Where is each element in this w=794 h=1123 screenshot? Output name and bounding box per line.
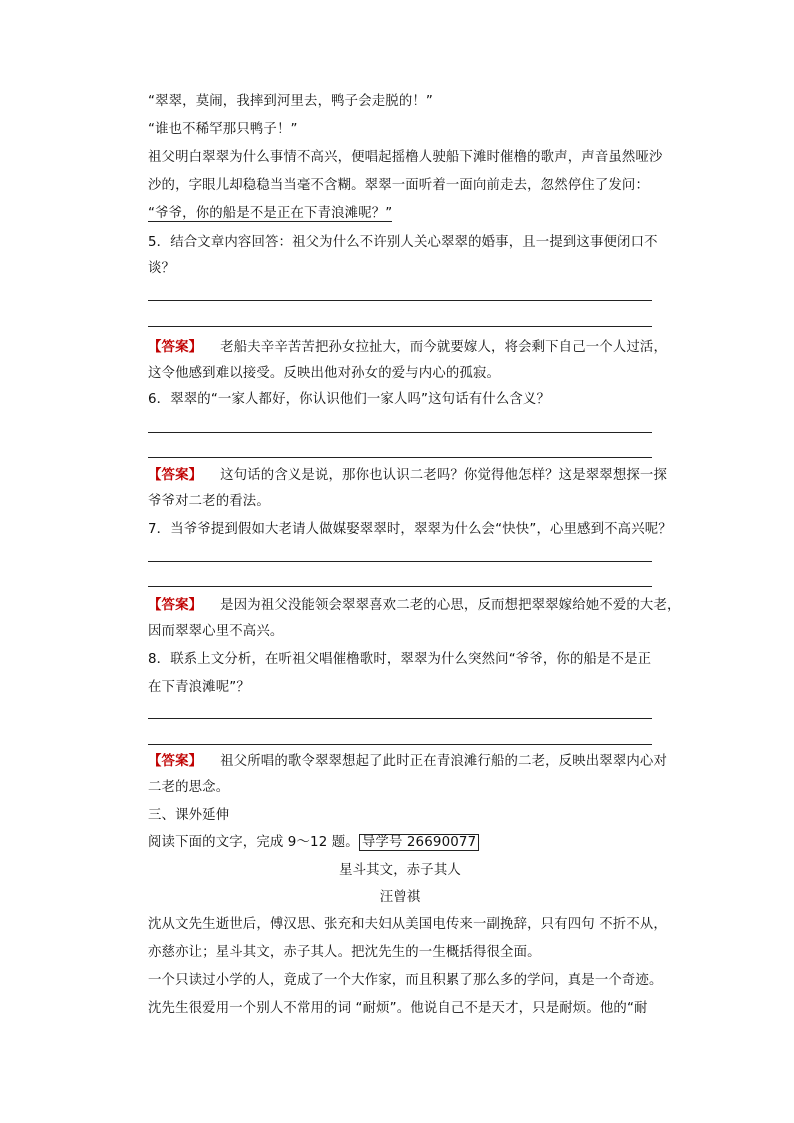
answer-rule xyxy=(148,561,652,562)
answer-rule xyxy=(148,744,652,745)
dialogue-line: “谁也不稀罕那只鸭子！” xyxy=(148,122,298,137)
dialogue-line xyxy=(148,204,652,224)
question-8-cont: 在下青浪滩呢”？ xyxy=(148,680,250,695)
answer-tag: 【答案】 xyxy=(148,598,203,613)
paragraph-line: 亦慈亦让；星斗其文，赤子其人。把沈先生的一生概括得很全面。 xyxy=(148,945,541,960)
paragraph-line: 沈从文先生逝世后，傅汉思、张充和夫妇从美国电传来一副挽辞，只有四句 不折不从， xyxy=(148,917,667,932)
answer-tag: 【答案】 xyxy=(148,754,203,769)
answer-rule xyxy=(148,586,652,587)
answer-rule xyxy=(148,326,652,327)
answer-6-cont: 爷爷对二老的看法。 xyxy=(148,494,270,509)
paragraph-line: 一个只读过小学的人，竟成了一个大作家，而且积累了那么多的学问，真是一个奇迹。 xyxy=(148,973,663,988)
dialogue-line: “翠翠，莫闹，我摔到河里去，鸭子会走脱的！” xyxy=(148,94,433,109)
answer-rule xyxy=(148,300,652,301)
reading-intro: 阅读下面的文字，完成 9～12 题。 导学号 26690077 xyxy=(148,833,652,853)
question-8: 8．联系上文分析，在听祖父唱催橹歌时，翠翠为什么突然问“爷爷，你的船是不是正 xyxy=(148,652,652,667)
answer-7-cont: 因而翠翠心里不高兴。 xyxy=(148,624,284,639)
question-5: 5．结合文章内容回答：祖父为什么不许别人关心翠翠的婚事，且一提到这事便闭口不 xyxy=(148,235,658,250)
question-5-cont: 谈？ xyxy=(148,261,176,276)
answer-6: 【答案】 这句话的含义是说，那你也认识二老吗？你觉得他怎样？这是翠翠想探一探 xyxy=(148,468,668,483)
answer-tag: 【答案】 xyxy=(148,340,203,355)
question-6: 6．翠翠的“一家人都好，你认识他们一家人吗”这句话有什么含义？ xyxy=(148,392,550,407)
question-7: 7．当爷爷提到假如大老请人做媒娶翠翠时，翠翠为什么会“快快”，心里感到不高兴呢？ xyxy=(148,522,672,537)
paragraph-line: 沙的，字眼儿却稳稳当当毫不含糊。翠翠一面听着一面向前走去，忽然停住了发问： xyxy=(148,178,650,193)
answer-8-cont: 二老的思念。 xyxy=(148,780,230,795)
answer-rule xyxy=(148,432,652,433)
answer-tag: 【答案】 xyxy=(148,468,203,483)
guide-number: 导学号 26690077 xyxy=(359,834,479,851)
paragraph-line: 沈先生很爱用一个别人不常用的词 “耐烦”。他说自己不是天才，只是耐烦。他的“耐 xyxy=(148,1001,648,1016)
answer-5: 【答案】 老船夫辛辛苦苦把孙女拉扯大，而今就要嫁人，将会剩下自己一个人过活， xyxy=(148,340,668,355)
answer-rule xyxy=(148,718,652,719)
answer-rule xyxy=(148,457,652,458)
answer-8: 【答案】 祖父所唱的歌令翠翠想起了此时正在青浪滩行船的二老，反映出翠翠内心对 xyxy=(148,754,668,769)
section-heading: 三、课外延伸 xyxy=(148,808,230,823)
underlined-text: “爷爷，你的船是不是正在下青浪滩呢？” xyxy=(148,206,393,221)
answer-7: 【答案】 是因为祖父没能领会翠翠喜欢二老的心思，反而想把翠翠嫁给她不爱的大老， xyxy=(148,598,681,613)
answer-5-cont: 这令他感到难以接受。反映出他对孙女的爱与内心的孤寂。 xyxy=(148,366,501,381)
article-author: 汪曾祺 xyxy=(379,890,421,905)
article-title: 星斗其文，赤子其人 xyxy=(339,863,461,878)
paragraph-line: 祖父明白翠翠为什么事情不高兴，便唱起摇橹人驶船下滩时催橹的歌声，声音虽然哑沙 xyxy=(148,150,663,165)
